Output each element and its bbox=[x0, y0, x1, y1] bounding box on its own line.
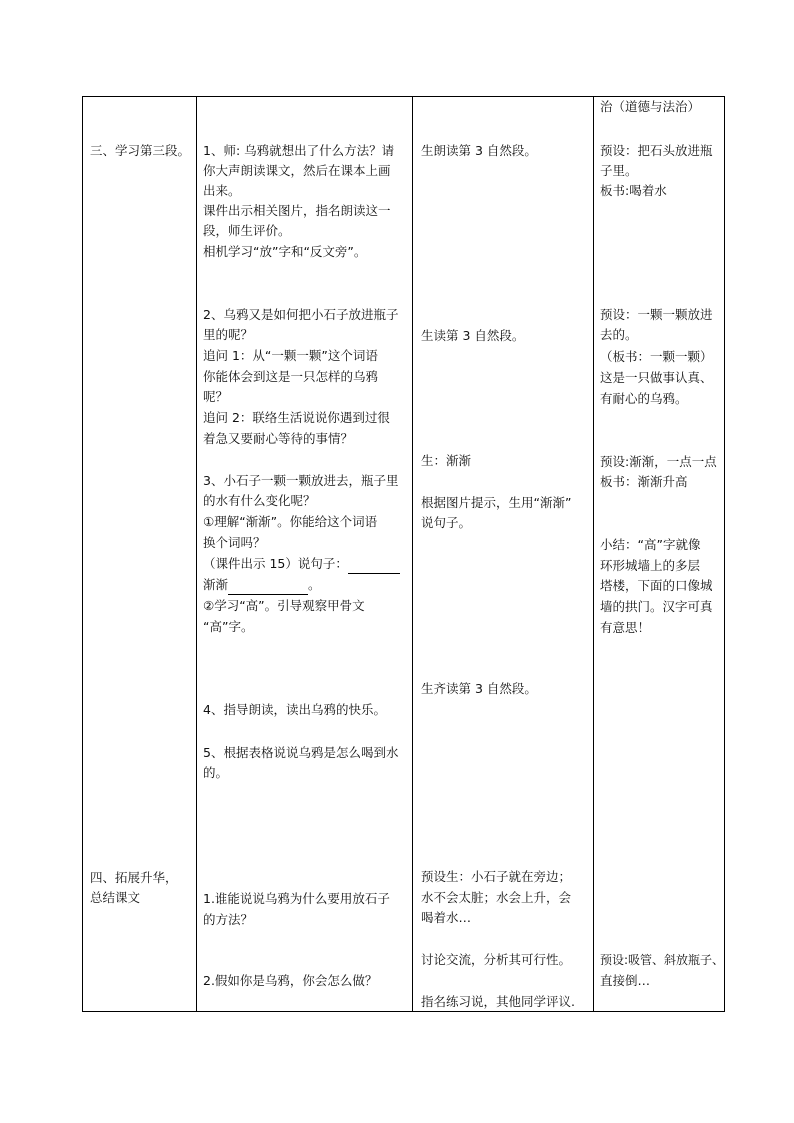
teacher-line: 课件出示相关图片，指名朗读这一 bbox=[203, 203, 391, 218]
student-line: 预设生：小石子就在旁边； bbox=[421, 869, 572, 884]
teacher-line: 1.谁能说说乌鸦为什么要用放石子 bbox=[203, 891, 390, 906]
note-line: 预设:渐渐，一点一点 bbox=[600, 454, 717, 469]
fill-blank bbox=[228, 580, 308, 595]
note-line: 小结：“高”字就像 bbox=[600, 537, 701, 552]
note-line: 塔楼，下面的口像城 bbox=[600, 578, 713, 593]
student-line: 指名练习说，其他同学评议. bbox=[421, 994, 575, 1009]
teacher-line: 2、乌鸦又是如何把小石子放进瓶子 bbox=[203, 307, 399, 322]
note-line: 有耐心的乌鸦。 bbox=[600, 391, 688, 406]
teacher-line: 出来。 bbox=[203, 183, 241, 198]
teacher-line: 4、指导朗读，读出乌鸦的快乐。 bbox=[203, 702, 386, 717]
note-line: 板书:喝着水 bbox=[600, 183, 667, 198]
teacher-line: 相机学习“放”字和“反文旁”。 bbox=[203, 244, 367, 259]
note-line: 环形城墙上的多层 bbox=[600, 558, 701, 573]
teacher-line: 3、小石子一颗一颗放进去，瓶子里 bbox=[203, 473, 399, 488]
student-line: 水不会太脏；水会上升，会 bbox=[421, 890, 572, 905]
student-line: 根据图片提示，生用“渐渐” bbox=[421, 495, 572, 510]
teacher-line: 换个词吗？ bbox=[203, 535, 266, 550]
teacher-line: 追问 2：联络生活说说你遇到过很 bbox=[203, 410, 390, 425]
note-line: 有意思！ bbox=[600, 620, 651, 635]
note-line: 治（道德与法治） bbox=[600, 99, 701, 114]
note-line: 去的。 bbox=[600, 327, 638, 342]
note-line: 墙的拱门。汉字可真 bbox=[600, 599, 713, 614]
stage-title-section-3: 三、学习第三段。 bbox=[90, 143, 191, 158]
note-line: 直接倒… bbox=[600, 973, 651, 988]
student-line: 生读第 3 自然段。 bbox=[421, 328, 525, 343]
teacher-line: 追问 1：从“一颗一颗”这个词语 bbox=[203, 348, 378, 363]
teacher-line: 段，师生评价。 bbox=[203, 223, 291, 238]
note-line: 板书：渐渐升高 bbox=[600, 474, 688, 489]
fill-prefix: 渐渐 bbox=[203, 577, 229, 592]
stage-title-section-4-cont: 总结课文 bbox=[90, 890, 141, 905]
teacher-line: ②学习“高”。引导观察甲骨文 bbox=[203, 598, 365, 613]
teacher-line: “高”字。 bbox=[203, 619, 254, 634]
fill-prompt: （课件出示 15）说句子： bbox=[203, 556, 348, 571]
teacher-line: 的方法？ bbox=[203, 912, 254, 927]
student-line: 生：渐渐 bbox=[421, 453, 472, 468]
teacher-fill-line bbox=[203, 575, 321, 595]
note-line: 这是一只做事认真、 bbox=[600, 370, 713, 385]
student-line: 讨论交流，分析其可行性。 bbox=[421, 952, 572, 967]
teacher-line: 着急又要耐心等待的事情？ bbox=[203, 431, 354, 446]
teacher-line: 5、根据表格说说乌鸦是怎么喝到水 bbox=[203, 745, 399, 760]
fill-blank bbox=[348, 559, 400, 574]
student-line: 喝着水… bbox=[421, 910, 472, 925]
column-divider bbox=[412, 97, 413, 1011]
note-line: 预设:吸管、斜放瓶子、 bbox=[600, 953, 725, 967]
teacher-line: 你大声朗读课文，然后在课本上画 bbox=[203, 163, 391, 178]
note-line: 预设：一颗一颗放进 bbox=[600, 307, 713, 322]
student-line: 生齐读第 3 自然段。 bbox=[421, 681, 537, 696]
fill-suffix: 。 bbox=[308, 577, 321, 592]
teacher-fill-line bbox=[203, 554, 400, 574]
teacher-line: 你能体会到这是一只怎样的乌鸦 bbox=[203, 369, 379, 384]
student-line: 生朗读第 3 自然段。 bbox=[421, 143, 537, 158]
note-line: （板书：一颗一颗） bbox=[600, 349, 713, 364]
note-line: 子里。 bbox=[600, 163, 638, 178]
teacher-line: 呢？ bbox=[203, 389, 229, 404]
teacher-line: 的水有什么变化呢？ bbox=[203, 493, 316, 508]
teacher-line: 1、师: 乌鸦就想出了什么方法？请 bbox=[203, 143, 395, 158]
note-line: 预设：把石头放进瓶 bbox=[600, 143, 713, 158]
stage-title-section-4: 四、拓展升华， bbox=[90, 870, 178, 885]
teacher-line: ①理解“渐渐”。你能给这个词语 bbox=[203, 514, 378, 529]
column-divider bbox=[196, 97, 197, 1011]
teacher-line: 2.假如你是乌鸦，你会怎么做？ bbox=[203, 973, 378, 988]
teacher-line: 里的呢？ bbox=[203, 327, 254, 342]
student-line: 说句子。 bbox=[421, 515, 472, 530]
teacher-line: 的。 bbox=[203, 765, 229, 780]
column-divider bbox=[593, 97, 594, 1011]
